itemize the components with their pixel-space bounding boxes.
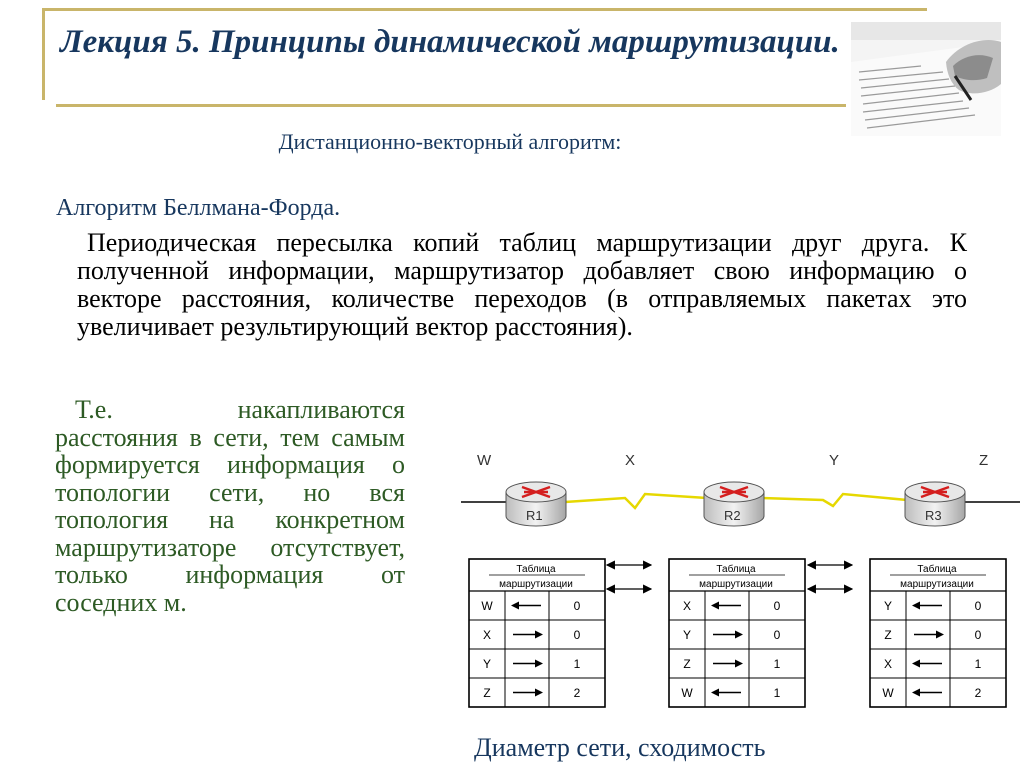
table-header-title: Таблица	[917, 564, 957, 575]
hops-cell: 0	[974, 599, 982, 613]
hops-cell: 2	[974, 686, 982, 700]
network-label-y: Y	[829, 452, 840, 469]
table-header-subtitle: маршрутизации	[699, 579, 773, 590]
side-paragraph: Т.е. накапливаются расстояния в сети, тем самым формируется информация о топологии сети, но вся топология на конкретном маршрутизаторе отсутствует, только информация от соседних м.	[55, 395, 405, 617]
network-cell: Z	[483, 686, 491, 700]
network-cell: W	[681, 686, 693, 700]
hops-cell: 1	[573, 657, 581, 671]
table-header-subtitle: маршрутизации	[499, 579, 573, 590]
hops-cell: 0	[573, 599, 581, 613]
router-label-r2: R2	[724, 508, 741, 523]
network-cell: Z	[884, 628, 892, 642]
network-cell: Y	[682, 628, 692, 642]
router-r3	[905, 482, 965, 526]
frame-left-line	[42, 8, 45, 100]
network-label-x: X	[625, 452, 636, 469]
routing-table	[469, 559, 605, 707]
network-cell: Y	[482, 657, 492, 671]
router-r1	[506, 482, 566, 526]
network-cell: W	[882, 686, 894, 700]
hops-cell: 0	[573, 628, 581, 642]
network-label-w: W	[477, 452, 492, 469]
writing-hand-photo	[851, 22, 1001, 136]
main-paragraph: Периодическая пересылка копий таблиц маршрутизации друг друга. К полученной информации, маршрутизатор добавляет свою информацию о векторе расстояния, количестве переходов (в отправляемых пакетах это увеличивает результирующий вектор расстояния).	[77, 228, 967, 341]
routing-table	[669, 559, 805, 707]
router-r2	[704, 482, 764, 526]
algorithm-title: Алгоритм Беллмана-Форда.	[56, 195, 341, 221]
frame-bottom-line	[56, 104, 846, 107]
router-label-r3: R3	[925, 508, 942, 523]
routing-diagram	[455, 440, 1024, 715]
network-cell: X	[883, 657, 893, 671]
hops-cell: 2	[573, 686, 581, 700]
network-cell: X	[482, 628, 492, 642]
network-cell: Y	[883, 599, 893, 613]
network-cell: X	[682, 599, 692, 613]
routing-tables	[469, 559, 1006, 707]
link-r1-r2	[565, 494, 707, 508]
table-header-title: Таблица	[516, 564, 556, 575]
footer-caption: Диаметр сети, сходимость	[474, 733, 766, 762]
slide-title: Лекция 5. Принципы динамической маршрутизации.	[60, 24, 840, 60]
table-header-title: Таблица	[716, 564, 756, 575]
hops-cell: 0	[974, 628, 982, 642]
section-subtitle: Дистанционно-векторный алгоритм:	[278, 129, 622, 154]
network-cell: Z	[683, 657, 691, 671]
hops-cell: 1	[773, 657, 781, 671]
frame-top-line	[42, 8, 927, 11]
hops-cell: 1	[974, 657, 982, 671]
hops-cell: 0	[773, 599, 781, 613]
hops-cell: 0	[773, 628, 781, 642]
routing-table	[870, 559, 1006, 707]
table-header-subtitle: маршрутизации	[900, 579, 974, 590]
network-label-z: Z	[979, 452, 989, 469]
router-label-r1: R1	[526, 508, 543, 523]
link-r2-r3	[761, 494, 907, 506]
hops-cell: 1	[773, 686, 781, 700]
network-cell: W	[481, 599, 493, 613]
